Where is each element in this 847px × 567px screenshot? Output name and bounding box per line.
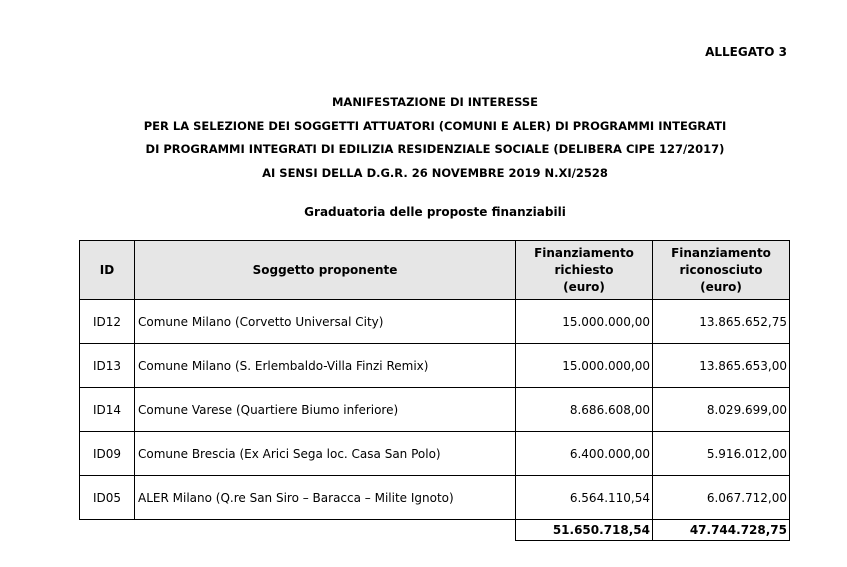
- cell-richiesto: 15.000.000,00: [516, 300, 653, 344]
- cell-soggetto: ALER Milano (Q.re San Siro – Baracca – Milite Ignoto): [135, 476, 516, 520]
- cell-soggetto: Comune Brescia (Ex Arici Sega loc. Casa San Polo): [135, 432, 516, 476]
- cell-riconosciuto: 5.916.012,00: [653, 432, 790, 476]
- header-richiesto-line-3: (euro): [563, 279, 605, 294]
- cell-richiesto: 6.400.000,00: [516, 432, 653, 476]
- total-riconosciuto: 47.744.728,75: [653, 520, 790, 541]
- header-riconosciuto-line-3: (euro): [700, 279, 742, 294]
- table-row: [80, 388, 790, 432]
- allegato-label: ALLEGATO 3: [705, 45, 787, 59]
- cell-richiesto: 8.686.608,00: [516, 388, 653, 432]
- cell-soggetto: Comune Milano (Corvetto Universal City): [135, 300, 516, 344]
- header-richiesto-line-2: richiesto: [554, 262, 614, 277]
- cell-riconosciuto: 8.029.699,00: [653, 388, 790, 432]
- header-riconosciuto-line-1: Finanziamento: [671, 245, 771, 260]
- cell-riconosciuto: 13.865.652,75: [653, 300, 790, 344]
- cell-id: ID12: [80, 300, 135, 344]
- heading-line-1: MANIFESTAZIONE DI INTERESSE: [331, 95, 539, 109]
- ranking-table: [79, 240, 790, 541]
- cell-richiesto: 15.000.000,00: [516, 344, 653, 388]
- cell-riconosciuto: 13.865.653,00: [653, 344, 790, 388]
- header-riconosciuto-line-2: riconosciuto: [679, 262, 763, 277]
- totals-row: [80, 520, 790, 541]
- header-richiesto: [516, 241, 653, 300]
- cell-soggetto: Comune Varese (Quartiere Biumo inferiore): [135, 388, 516, 432]
- cell-id: ID14: [80, 388, 135, 432]
- table-row: [80, 344, 790, 388]
- header-soggetto: Soggetto proponente: [135, 241, 516, 300]
- cell-richiesto: 6.564.110,54: [516, 476, 653, 520]
- total-richiesto: 51.650.718,54: [516, 520, 653, 541]
- header-richiesto-line-1: Finanziamento: [534, 245, 634, 260]
- document-heading: [0, 91, 847, 185]
- cell-id: ID05: [80, 476, 135, 520]
- heading-line-3: DI PROGRAMMI INTEGRATI DI EDILIZIA RESIDENZIALE SOCIALE (DELIBERA CIPE 127/2017): [145, 142, 725, 156]
- heading-line-2: PER LA SELEZIONE DEI SOGGETTI ATTUATORI (COMUNI E ALER) DI PROGRAMMI INTEGRATI: [143, 118, 727, 133]
- table-row: [80, 432, 790, 476]
- header-id: ID: [80, 241, 135, 300]
- cell-soggetto: Comune Milano (S. Erlembaldo-Villa Finzi Remix): [135, 344, 516, 388]
- table-row: [80, 476, 790, 520]
- table-row: [80, 300, 790, 344]
- table-subtitle: Graduatoria delle proposte finanziabili: [304, 205, 566, 219]
- totals-blank: [135, 520, 516, 541]
- cell-riconosciuto: 6.067.712,00: [653, 476, 790, 520]
- table-header-row: [80, 241, 790, 300]
- header-riconosciuto: [653, 241, 790, 300]
- heading-line-4: AI SENSI DELLA D.G.R. 26 NOVEMBRE 2019 N.XI/2528: [262, 165, 608, 180]
- totals-blank: [80, 520, 135, 541]
- cell-id: ID13: [80, 344, 135, 388]
- cell-id: ID09: [80, 432, 135, 476]
